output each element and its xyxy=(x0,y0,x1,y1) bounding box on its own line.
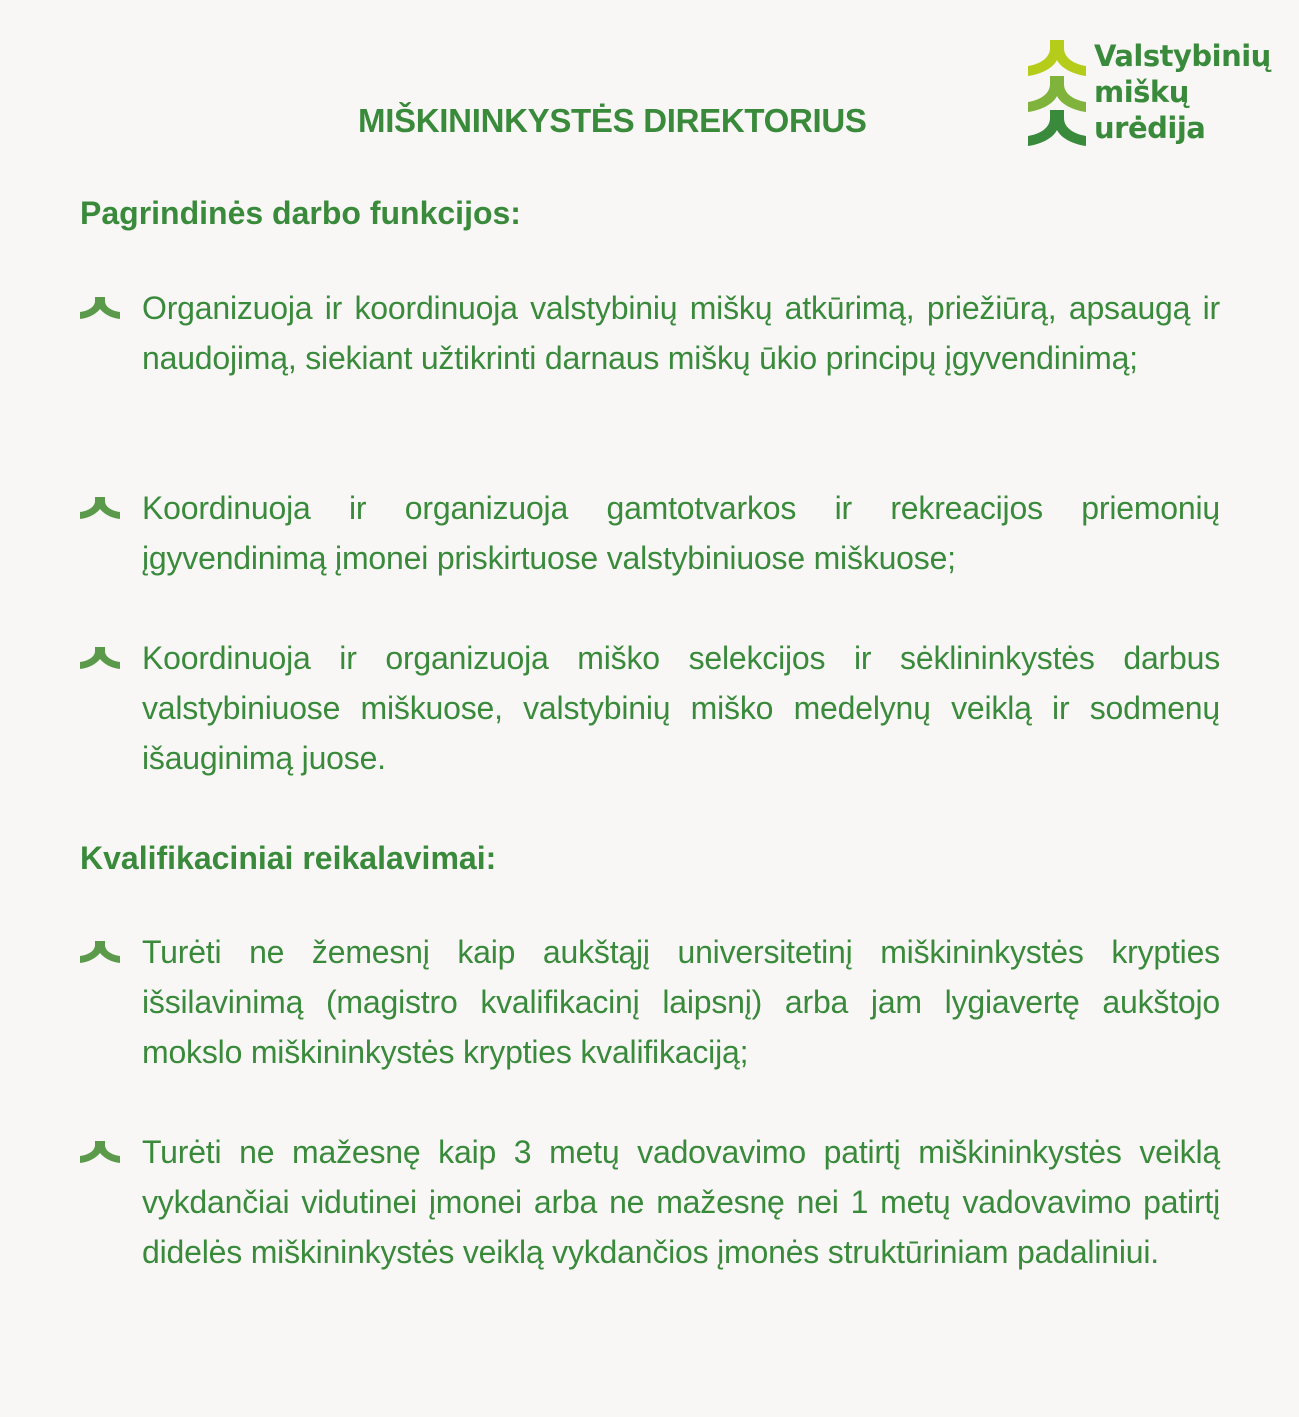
list-item xyxy=(80,633,1220,783)
logo-line: miškų xyxy=(1094,75,1189,109)
list-item-text: Koordinuoja ir organizuoja gamtotvarkos ir rekreacijos priemonių įgyvendinimą įmonei priskirtuose valstybiniuose miškuose; xyxy=(142,490,1220,576)
section-heading-qualifications: Kvalifikaciniai reikalavimai: xyxy=(80,840,497,876)
tree-chevron-icon xyxy=(80,939,120,965)
tree-chevron-icon xyxy=(80,645,120,671)
tree-chevron-icon xyxy=(80,295,120,321)
logo-wordmark xyxy=(1094,38,1271,146)
list-item-text: Koordinuoja ir organizuoja miško selekcijos ir sėklininkystės darbus valstybiniuose miškuose, valstybinių miško medelynų veiklą ir sodmenų išauginimą juose. xyxy=(142,640,1220,776)
list-item-text: Turėti ne mažesnę kaip 3 metų vadovavimo patirtį miškininkystės veiklą vykdančiai vidutinei įmonei arba ne mažesnę nei 1 metų vadovavimo patirtį didelės miškininkystės veiklą vykdančios įmonės struktūriniam padaliniui. xyxy=(142,1134,1220,1270)
logo xyxy=(1028,38,1278,150)
page-title: MIŠKININKYSTĖS DIREKTORIUS xyxy=(358,102,867,139)
tree-chevrons-logo-icon xyxy=(1028,38,1086,150)
logo-line: Valstybinių xyxy=(1094,39,1271,73)
list-item-text: Organizuoja ir koordinuoja valstybinių miškų atkūrimą, priežiūrą, apsaugą ir naudojimą, siekiant užtikrinti darnaus miškų ūkio principų įgyvendinimą; xyxy=(142,290,1220,376)
tree-chevron-icon xyxy=(80,495,120,521)
section-heading-functions: Pagrindinės darbo funkcijos: xyxy=(80,195,521,231)
list-item xyxy=(80,1127,1220,1277)
list-item-text: Turėti ne žemesnį kaip aukštąjį universitetinį miškininkystės krypties išsilavinimą (magistro kvalifikacinį laipsnį) arba jam lygiavertę aukštojo mokslo miškininkystės krypties kvalifikaciją; xyxy=(142,934,1220,1070)
logo-line: urėdija xyxy=(1094,111,1206,145)
tree-chevron-icon xyxy=(80,1139,120,1165)
list-item xyxy=(80,283,1220,383)
list-item xyxy=(80,483,1220,583)
list-item xyxy=(80,927,1220,1077)
